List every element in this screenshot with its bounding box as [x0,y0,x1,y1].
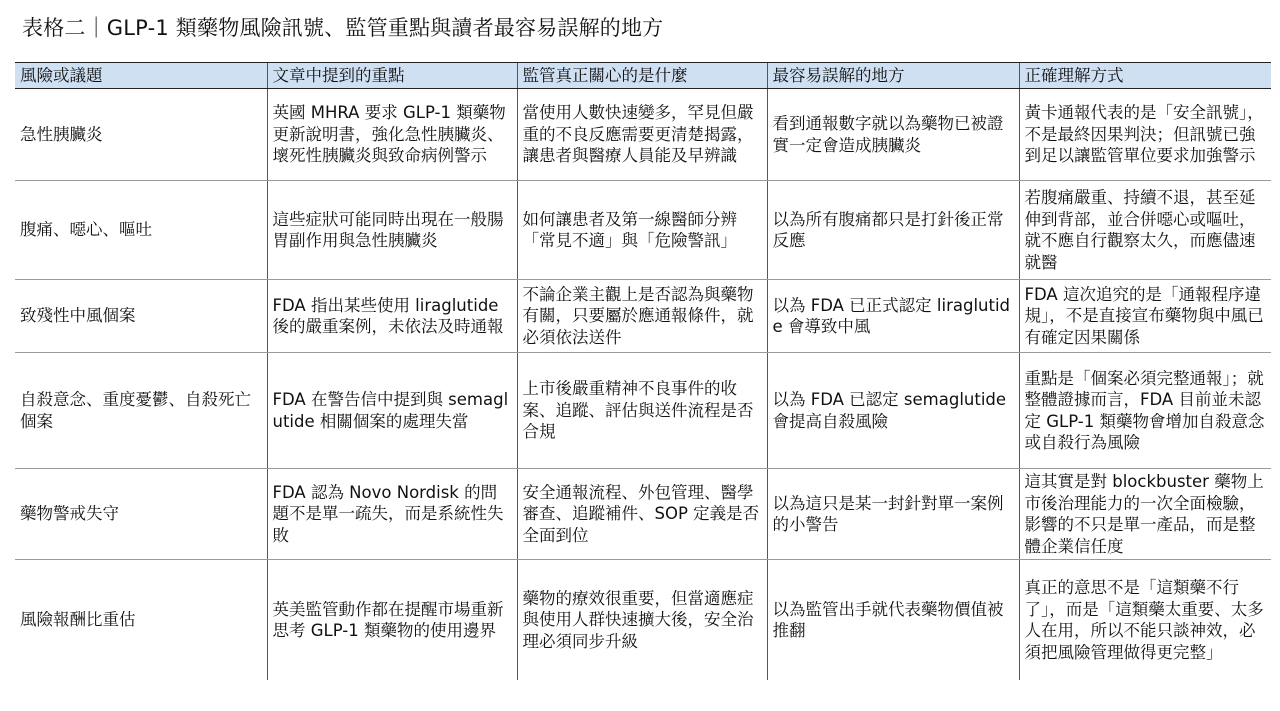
header-article: 文章中提到的重點 [267,63,517,89]
table-row [15,280,1271,353]
cell-article: 英國 MHRA 要求 GLP-1 類藥物更新說明書，強化急性胰臟炎、壞死性胰臟炎與致命病例警示 [267,89,517,181]
header-topic: 風險或議題 [15,63,267,89]
cell-misread: 以為 FDA 已正式認定 liraglutide 會導致中風 [767,280,1019,353]
cell-concern: 不論企業主觀上是否認為與藥物有關，只要屬於應通報條件，就必須依法送件 [517,280,767,353]
cell-correct: FDA 這次追究的是「通報程序違規」，不是直接宣布藥物與中風已有確定因果關係 [1019,280,1271,353]
table-row [15,89,1271,181]
cell-correct: 若腹痛嚴重、持續不退，甚至延伸到背部，並合併噁心或嘔吐，就不應自行觀察太久，而應儘速就醫 [1019,181,1271,280]
table-title: 表格二｜GLP-1 類藥物風險訊號、監管重點與讀者最容易誤解的地方 [22,16,664,40]
cell-article: 這些症狀可能同時出現在一般腸胃副作用與急性胰臟炎 [267,181,517,280]
cell-article: FDA 指出某些使用 liraglutide 後的嚴重案例，未依法及時通報 [267,280,517,353]
cell-topic: 腹痛、噁心、嘔吐 [15,181,267,280]
cell-misread: 以為這只是某一封針對單一案例的小警告 [767,469,1019,560]
cell-correct: 這其實是對 blockbuster 藥物上市後治理能力的一次全面檢驗，影響的不只是單一產品，而是整體企業信任度 [1019,469,1271,560]
cell-article: 英美監管動作都在提醒市場重新思考 GLP-1 類藥物的使用邊界 [267,560,517,681]
table-row [15,181,1271,280]
header-misread: 最容易誤解的地方 [767,63,1019,89]
cell-concern: 如何讓患者及第一線醫師分辨「常見不適」與「危險警訊」 [517,181,767,280]
cell-topic: 致殘性中風個案 [15,280,267,353]
cell-topic: 風險報酬比重估 [20,610,136,630]
risk-table [15,62,1271,680]
cell-correct: 重點是「個案必須完整通報」；就整體證據而言，FDA 目前並未認定 GLP-1 類藥物會增加自殺意念或自殺行為風險 [1019,353,1271,469]
cell-misread: 看到通報數字就以為藥物已被證實一定會造成胰臟炎 [767,89,1019,181]
header-concern: 監管真正關心的是什麼 [517,63,767,89]
cell-article: FDA 認為 Novo Nordisk 的問題不是單一疏失，而是系統性失敗 [267,469,517,560]
cell-misread: 以為所有腹痛都只是打針後正常反應 [767,181,1019,280]
cell-article: FDA 在警告信中提到與 semaglutide 相關個案的處理失當 [267,353,517,469]
cell-concern: 當使用人數快速變多，罕見但嚴重的不良反應需要更清楚揭露，讓患者與醫療人員能及早辨識 [517,89,767,181]
cell-topic: 急性胰臟炎 [15,89,267,181]
cell-correct: 真正的意思不是「這類藥不行了」，而是「這類藥太重要、太多人在用，所以不能只談神效，必須把風險管理做得更完整」 [1019,560,1271,681]
cell-correct: 黃卡通報代表的是「安全訊號」，不是最終因果判決；但訊號已強到足以讓監管單位要求加強警示 [1019,89,1271,181]
table-row [15,560,1271,681]
cell-misread: 以為 FDA 已認定 semaglutide 會提高自殺風險 [767,353,1019,469]
table-row [15,469,1271,560]
cell-concern: 藥物的療效很重要，但當適應症與使用人群快速擴大後，安全治理必須同步升級 [517,560,767,681]
cell-concern: 上市後嚴重精神不良事件的收案、追蹤、評估與送件流程是否合規 [517,353,767,469]
header-correct: 正確理解方式 [1019,63,1271,89]
cell-misread: 以為監管出手就代表藥物價值被推翻 [767,560,1019,681]
cell-concern: 安全通報流程、外包管理、醫學審查、追蹤補件、SOP 定義是否全面到位 [517,469,767,560]
cell-topic: 自殺意念、重度憂鬱、自殺死亡個案 [15,353,267,469]
cell-topic: 藥物警戒失守 [15,469,267,560]
header-row [15,63,1271,89]
table-row [15,353,1271,469]
